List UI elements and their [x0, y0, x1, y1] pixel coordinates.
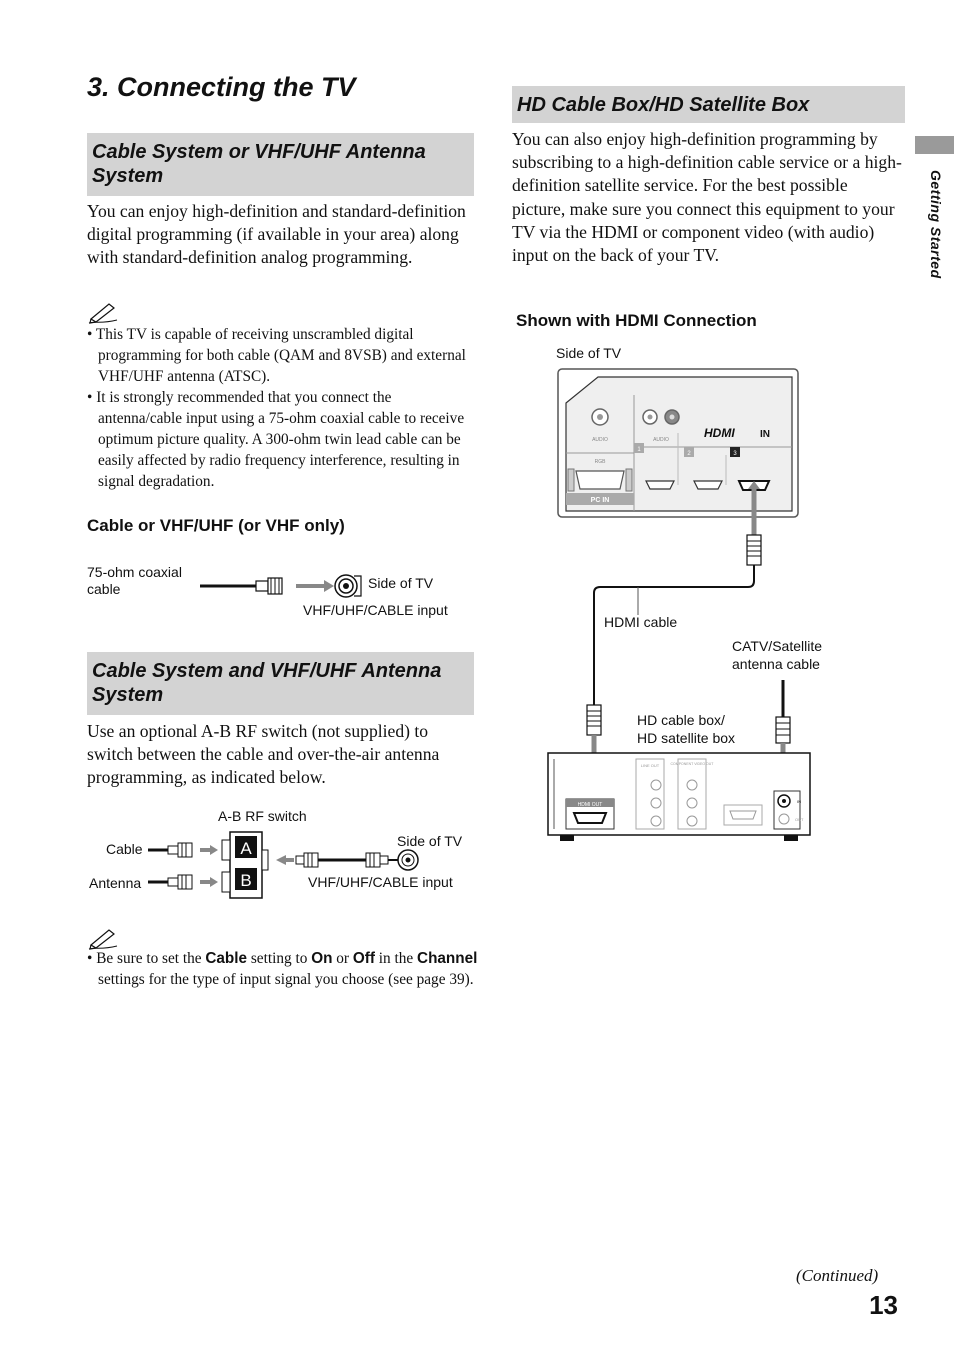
hd-box-label-line2: HD satellite box: [637, 730, 736, 746]
section-body-text: You can enjoy high-definition and standard-definition digital programming (if available in your area) along with standard-definition analog programming.: [87, 201, 466, 268]
coaxial-jack-icon: [335, 575, 361, 597]
catv-cable-label-line2: antenna cable: [732, 656, 820, 672]
svg-text:RGB: RGB: [594, 459, 606, 465]
arrow-left-icon: [276, 855, 294, 865]
svg-text:IN: IN: [760, 429, 770, 440]
cable-connector-icon: [148, 843, 192, 857]
note-item: • Be sure to set the Cable setting to On or Off in the Channel settings for the type of input signal you choose (see page 39).: [87, 950, 478, 988]
f-connector-icon: [366, 853, 388, 867]
hd-box-label-line1: HD cable box/: [637, 712, 725, 728]
switch-port-a-label: A: [240, 839, 252, 858]
coaxial-cable-diagram: [198, 570, 368, 602]
section-heading-cable-antenna: Cable System or VHF/UHF Antenna System: [87, 133, 474, 196]
note-item: • This TV is capable of receiving unscrambled digital programming for both cable (QAM and 8VSB) and external VHF/UHF antenna (ATSC).: [87, 326, 466, 385]
f-connector-icon: [296, 853, 318, 867]
switch-port-b-label: B: [240, 871, 252, 890]
audio-jack-icon: [592, 409, 608, 425]
svg-text:AUDIO: AUDIO: [653, 437, 669, 443]
diagram-heading-cable-vhf: Cable or VHF/UHF (or VHF only): [87, 516, 345, 535]
section-body-text: You can also enjoy high-definition programming by subscribing to a high-definition cable service or a high-definition satellite service. For the best possible picture, make sure you connect this equipment to your TV via the HDMI or component video (with audio) input on the back of your TV.: [512, 129, 902, 266]
ab-switch-label: A-B RF switch: [218, 808, 307, 824]
svg-text:HDMI OUT: HDMI OUT: [577, 802, 603, 808]
vhf-input-label: VHF/UHF/CABLE input: [308, 874, 453, 890]
side-tab-label: Getting Started: [928, 170, 944, 279]
section-heading-hd-box: HD Cable Box/HD Satellite Box: [512, 86, 905, 123]
svg-text:LINE OUT: LINE OUT: [640, 763, 660, 768]
side-of-tv-label: Side of TV: [368, 575, 434, 591]
hdmi-logo: HDMI: [704, 426, 735, 440]
side-of-tv-label: Side of TV: [556, 345, 622, 361]
ab-switch-box: [222, 832, 268, 898]
catv-cable-label-line1: CATV/Satellite: [732, 638, 822, 654]
arrow-right-icon: [200, 845, 218, 855]
svg-text:2: 2: [687, 451, 691, 457]
page-title: 3. Connecting the TV: [87, 72, 356, 102]
hdmi-connection-diagram: [540, 365, 830, 855]
svg-text:3: 3: [733, 451, 737, 457]
svg-text:AUDIO: AUDIO: [592, 437, 608, 443]
antenna-connector-icon: [148, 875, 192, 889]
tv-side-panel: [558, 369, 798, 517]
cable-label: Cable: [106, 841, 143, 857]
hd-cable-box: [548, 753, 810, 841]
continued-label: (Continued): [796, 1266, 879, 1285]
pc-in-label: PC IN: [590, 497, 610, 504]
arrow-right-icon: [296, 580, 334, 592]
ab-switch-diagram: [148, 828, 428, 900]
hdmi-cable-label: HDMI cable: [604, 614, 678, 630]
page-number: 13: [869, 1290, 898, 1320]
coaxial-jack-icon: [388, 850, 418, 870]
f-connector-icon: [256, 578, 282, 594]
note-list: [87, 324, 475, 492]
section-heading-cable-and-antenna: Cable System and VHF/UHF Antenna System: [87, 652, 474, 715]
section-body-text: Use an optional A-B RF switch (not supplied) to switch between the cable and over-the-air antenna programming, as indicated below.: [87, 721, 440, 788]
vhf-input-label: VHF/UHF/CABLE input: [303, 602, 448, 618]
svg-text:OUT: OUT: [795, 817, 804, 822]
note-item: • It is strongly recommended that you connect the antenna/cable input using a 75-ohm coaxial cable to receive optimum picture quality. A 300-ohm twin lead cable can be easily affected by radio frequency interference, resulting in signal degradation.: [87, 389, 465, 490]
side-tab-marker: [915, 136, 954, 154]
arrow-right-icon: [200, 877, 218, 887]
coaxial-cable-label: 75-ohm coaxial cable: [87, 564, 182, 597]
note-pencil-icon: [87, 300, 119, 324]
note-pencil-icon: [87, 926, 119, 950]
diagram-heading-hdmi: Shown with HDMI Connection: [516, 311, 757, 330]
side-of-tv-label: Side of TV: [397, 833, 463, 849]
svg-text:IN: IN: [797, 799, 801, 804]
antenna-label: Antenna: [89, 875, 142, 891]
svg-text:1: 1: [637, 447, 641, 453]
svg-text:COMPONENT VIDEO OUT: COMPONENT VIDEO OUT: [670, 762, 714, 766]
